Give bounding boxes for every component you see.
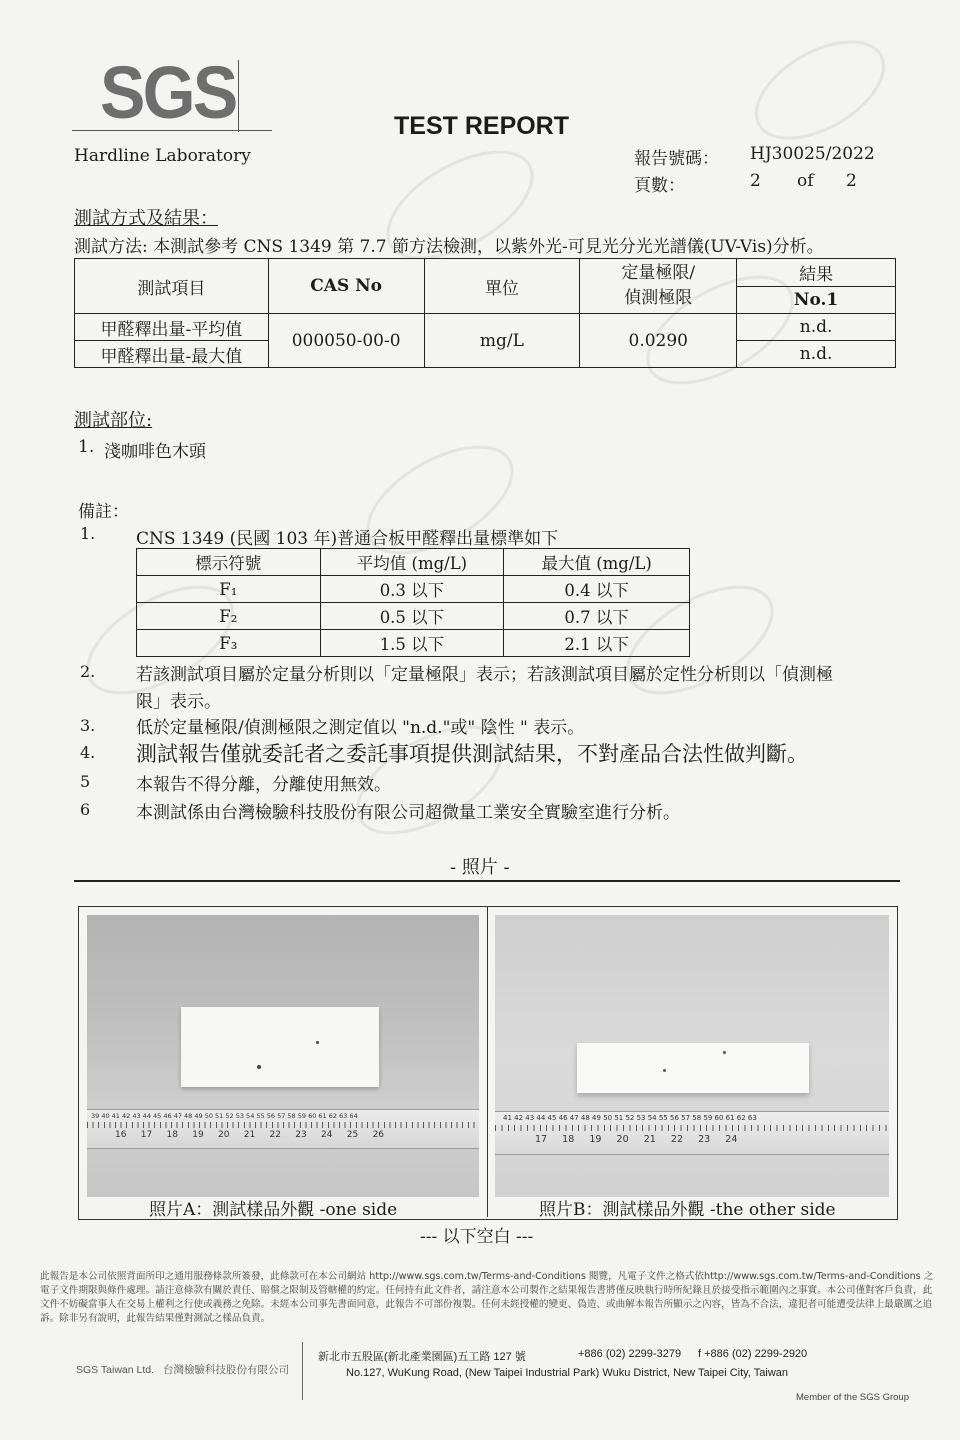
end-of-report: --- 以下空白 --- — [420, 1227, 534, 1247]
report-title: TEST REPORT — [394, 112, 570, 140]
pages-label: 頁數： — [634, 176, 685, 196]
report-no-label: 報告號碼： — [634, 149, 719, 169]
ruler-b-bottom: 17 18 19 20 21 22 23 24 — [535, 1134, 738, 1145]
report-no-value: HJ30025/2022 — [750, 144, 875, 164]
footer-address-en: No.127, WuKung Road, (New Taipei Industrial Park) Wuku District, New Taipei City, Taiwan — [346, 1367, 789, 1379]
photos-rule — [74, 880, 900, 882]
footer-member: Member of the SGS Group — [796, 1392, 909, 1403]
header-result-no1: No.1 — [737, 287, 896, 314]
footer-disclaimer: 此報告是本公司依照背面所印之通用服務條款所簽發，此條款可在本公司網站 http://www.sgs.com.tw/Terms-and-Conditions 閱覽，凡電子文件之格式依http://www.sgs.com.tw/Terms-and-Conditions 之電子文件期限與條件處理。請注意條款有關於責任、賠償之限制及管轄權的約定。任何持有此文件者，請注意本公司製作之結果報告書將僅反映執行時所紀錄且於接受指示範圍內之事實。本公司僅對客戶負責，此文件不妨礙當事人在交易上權利之行使或義務之免除。未經本公司事先書面同意，此報告不可部份複製。任何未經授權的變更、偽造、或曲解本報告所顯示之內容，皆為不合法，違犯者可能遭受法律上最嚴厲之追訴。除非另有說明，此報告結果僅對測試之樣品負責。 — [40, 1271, 934, 1324]
results-table — [74, 258, 896, 368]
footer-divider — [302, 1342, 303, 1400]
page-total: 2 — [846, 171, 857, 191]
limit-value: 0.0290 — [580, 314, 737, 368]
ruler-a — [87, 1109, 479, 1149]
ruler-a-bottom: 16 17 18 19 20 21 22 23 24 25 26 — [115, 1130, 385, 1140]
note-4-text: 測試報告僅就委託者之委託事項提供測試結果，不對產品合法性做判斷。 — [136, 742, 808, 766]
laboratory-name: Hardline Laboratory — [74, 146, 251, 166]
unit-value: mg/L — [424, 314, 580, 368]
sgs-logo: SGS — [100, 51, 236, 134]
note-1-num: 1. — [80, 524, 96, 543]
logo-underline — [72, 130, 272, 131]
ruler-b-top: 41 42 43 44 45 46 47 48 49 50 51 52 53 54 55 56 57 58 59 60 61 62 63 — [503, 1114, 757, 1122]
std-symbol: F₂ — [137, 603, 321, 630]
row-item-maximum: 甲醛釋出量-最大值 — [75, 341, 269, 368]
standard-table — [136, 548, 690, 657]
note-1-text: CNS 1349 (民國 103 年)普通合板甲醛釋出量標準如下 — [136, 529, 559, 549]
header-unit: 單位 — [424, 259, 580, 314]
note-6-num: 6 — [80, 800, 91, 819]
photos-heading: - 照片 - — [450, 857, 510, 878]
ruler-a-top: 39 40 41 42 43 44 45 46 47 48 49 50 51 52 53 54 55 56 57 58 59 60 61 62 63 64 — [91, 1112, 358, 1120]
page-of: of — [797, 171, 814, 191]
footer-company — [76, 1362, 289, 1377]
caption-a: 照片A：測試樣品外觀 -one side — [149, 1200, 398, 1220]
caption-b: 照片B：測試樣品外觀 -the other side — [539, 1200, 836, 1220]
std-average: 0.5 以下 — [320, 603, 504, 630]
photo-b — [495, 915, 889, 1197]
note-6-text: 本測試係由台灣檢驗科技股份有限公司超微量工業安全實驗室進行分析。 — [136, 803, 680, 823]
photo-divider — [487, 907, 488, 1217]
page-current: 2 — [750, 171, 761, 191]
note-5-text: 本報告不得分離，分離使用無效。 — [136, 775, 391, 795]
footer-phone: +886 (02) 2299-3279 — [578, 1348, 682, 1360]
parts-item-num: 1. — [78, 437, 95, 457]
result-maximum: n.d. — [737, 341, 896, 368]
photo-a — [87, 915, 479, 1197]
note-2-line2: 限」表示。 — [136, 692, 221, 712]
method-text: 測試方法: 本測試參考 CNS 1349 第 7.7 節方法檢測，以紫外光-可見光分光光譜儀(UV-Vis)分析。 — [74, 237, 824, 257]
cas-value: 000050-00-0 — [268, 314, 424, 368]
header-test-item: 測試項目 — [75, 259, 269, 314]
std-header-maximum: 最大值 (mg/L) — [504, 549, 690, 576]
parts-item-text: 淺咖啡色木頭 — [104, 442, 206, 462]
std-maximum: 2.1 以下 — [504, 630, 690, 657]
parts-heading: 測試部位: — [74, 410, 153, 431]
note-4-num: 4. — [80, 743, 96, 762]
photo-frame — [78, 906, 898, 1220]
std-average: 1.5 以下 — [320, 630, 504, 657]
ruler-b — [495, 1111, 889, 1155]
note-5-num: 5 — [80, 772, 91, 791]
logo-divider — [238, 60, 239, 132]
method-heading: 測試方式及結果： — [74, 208, 218, 229]
header-cas-no: CAS No — [268, 259, 424, 314]
std-average: 0.3 以下 — [320, 576, 504, 603]
std-maximum: 0.7 以下 — [504, 603, 690, 630]
footer-address-zh: 新北市五股區(新北產業園區)五工路 127 號 — [318, 1351, 526, 1363]
std-header-symbol: 標示符號 — [137, 549, 321, 576]
note-2-num: 2. — [80, 662, 96, 681]
sample-board-a — [181, 1007, 379, 1087]
footer-company-zh: 台灣檢驗科技股份有限公司 — [162, 1364, 289, 1376]
footer-fax: f +886 (02) 2299-2920 — [698, 1348, 808, 1360]
result-average: n.d. — [737, 314, 896, 341]
std-header-average: 平均值 (mg/L) — [320, 549, 504, 576]
notes-heading: 備註： — [78, 502, 129, 522]
std-maximum: 0.4 以下 — [504, 576, 690, 603]
std-symbol: F₃ — [137, 630, 321, 657]
note-3-num: 3. — [80, 716, 96, 735]
note-3-text: 低於定量極限/偵測極限之測定值以 "n.d."或" 陰性 " 表示。 — [136, 718, 585, 738]
std-symbol: F₁ — [137, 576, 321, 603]
header-limit: 定量極限/ 偵測極限 — [580, 259, 737, 314]
row-item-average: 甲醛釋出量-平均值 — [75, 314, 269, 341]
footer-company-en: SGS Taiwan Ltd. — [76, 1364, 155, 1376]
note-2-line1: 若該測試項目屬於定量分析則以「定量極限」表示；若該測試項目屬於定性分析則以「偵測極 — [136, 665, 833, 685]
sample-board-b — [577, 1043, 809, 1093]
header-result: 結果 — [737, 259, 896, 287]
